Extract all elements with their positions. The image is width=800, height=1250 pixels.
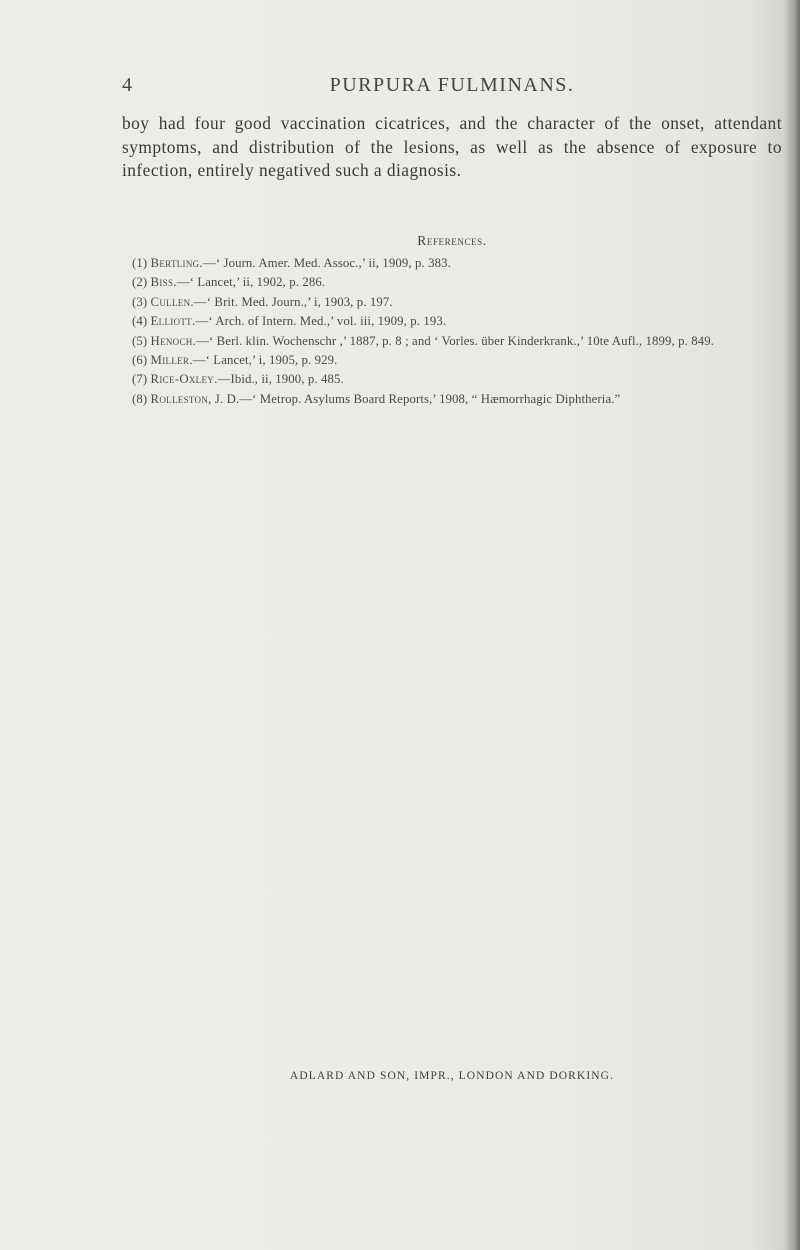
printer-imprint: ADLARD AND SON, IMPR., LONDON AND DORKING. [289, 1070, 615, 1082]
page-header [122, 74, 782, 104]
reference-item: (7) Rice-Oxley.—Ibid., ii, 1900, p. 485. [132, 372, 344, 387]
body-paragraph: boy had four good vaccination cicatrices, and the character of the onset, attendant symptoms, and distribution of the lesions, as well as the absence of exposure to infection, entirely negatived such a diagnosis. [122, 113, 782, 180]
reference-item: (5) Henoch.—‘ Berl. klin. Wochenschr ,’ 1887, p. 8 ; and ‘ Vorles. über Kinderkrank.,’ 10te Aufl., 1899, p. 849. [132, 333, 714, 348]
reference-item: (2) Biss.—‘ Lancet,’ ii, 1902, p. 286. [132, 275, 326, 290]
reference-item: (3) Cullen.—‘ Brit. Med. Journ.,’ i, 1903, p. 197. [132, 294, 393, 309]
page-number: 4 [122, 74, 132, 96]
references-list [122, 254, 784, 409]
page-edge-shadow [786, 0, 800, 1250]
references-heading: References. [417, 233, 487, 248]
running-head: PURPURA FULMINANS. [329, 74, 575, 96]
reference-item: (4) Elliott.—‘ Arch. of Intern. Med.,’ vol. iii, 1909, p. 193. [132, 314, 447, 329]
reference-item: (1) Bertling.—‘ Journ. Amer. Med. Assoc.,’ ii, 1909, p. 383. [132, 256, 451, 270]
reference-item: (6) Miller.—‘ Lancet,’ i, 1905, p. 929. [132, 353, 338, 368]
reference-item: (8) Rolleston, J. D.—‘ Metrop. Asylums Board Reports,’ 1908, “ Hæmorrhagic Diphtheria.” [132, 391, 621, 406]
